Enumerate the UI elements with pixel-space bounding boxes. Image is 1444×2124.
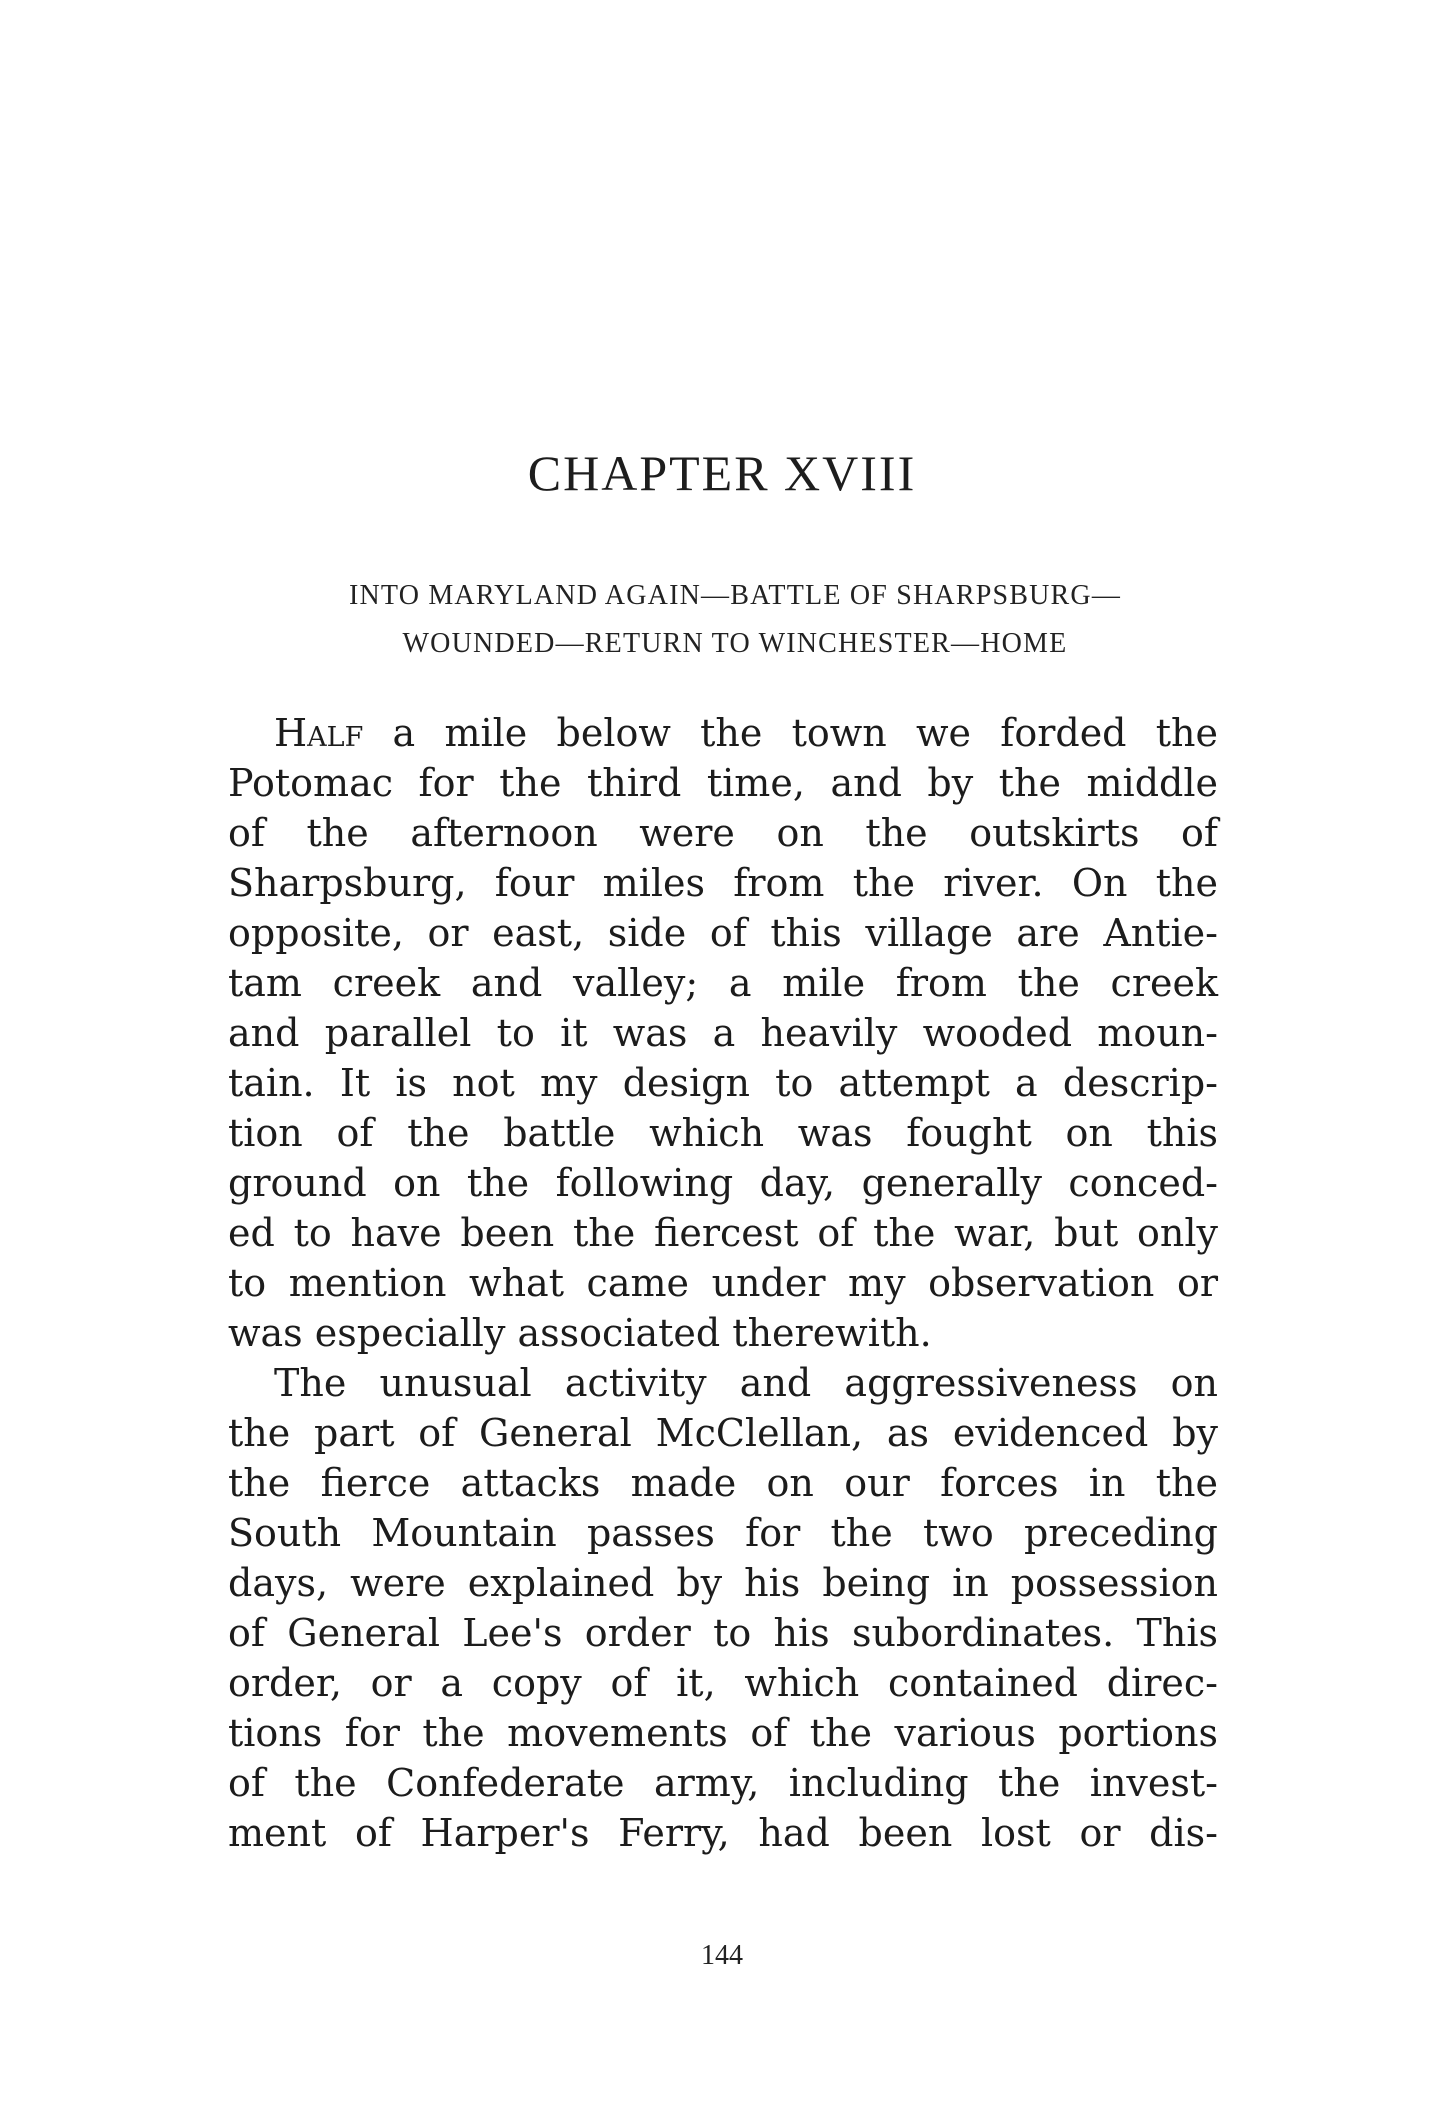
paragraph-line: of the Confederate army, including the invest- — [228, 1761, 1218, 1805]
paragraph-line: Potomac for the third time, and by the middle — [228, 761, 1218, 805]
paragraph-line: ed to have been the fiercest of the war, but only — [228, 1211, 1218, 1255]
paragraph-line: to mention what came under my observation or — [228, 1261, 1218, 1305]
paragraph-line: South Mountain passes for the two preceding — [228, 1511, 1218, 1555]
paragraph-line: of the afternoon were on the outskirts of — [228, 811, 1218, 855]
paragraph-line: ground on the following day, generally conced- — [228, 1161, 1218, 1205]
paragraph-line: the fierce attacks made on our forces in the — [228, 1461, 1218, 1505]
paragraph-line: The unusual activity and aggressiveness on — [274, 1361, 1218, 1405]
paragraph-line: was especially associated therewith. — [228, 1311, 932, 1355]
paragraph-line: Sharpsburg, four miles from the river. On the — [228, 861, 1218, 905]
paragraph-line: opposite, or east, side of this village are Antie- — [228, 911, 1218, 955]
paragraph-line: the part of General McClellan, as evidenced by — [228, 1411, 1218, 1455]
lead-word: Half — [274, 711, 364, 755]
paragraph-line: tion of the battle which was fought on this — [228, 1111, 1218, 1155]
chapter-subtitle — [220, 572, 1250, 668]
chapter-title: CHAPTER XVIII — [527, 445, 917, 501]
subtitle-line: WOUNDED—RETURN TO WINCHESTER—HOME — [402, 628, 1068, 659]
paragraph-line: of General Lee's order to his subordinates. This — [228, 1611, 1218, 1655]
paragraph-line: days, were explained by his being in possession — [228, 1561, 1218, 1605]
paragraph-line: ment of Harper's Ferry, had been lost or dis- — [228, 1811, 1218, 1855]
paragraph-line: tain. It is not my design to attempt a descrip- — [228, 1061, 1218, 1105]
subtitle-line: INTO MARYLAND AGAIN—BATTLE OF SHARPSBURG— — [348, 580, 1122, 611]
line-text: a mile below the town we forded the — [363, 711, 1218, 755]
body-text — [228, 708, 1218, 1858]
page-number: 144 — [701, 1940, 743, 1971]
paragraph-line — [228, 708, 1218, 758]
paragraph-line: and parallel to it was a heavily wooded moun- — [228, 1011, 1218, 1055]
paragraph-line: tions for the movements of the various portions — [228, 1711, 1218, 1755]
paragraph-line: tam creek and valley; a mile from the creek — [228, 961, 1218, 1005]
paragraph-line: order, or a copy of it, which contained direc- — [228, 1661, 1218, 1705]
